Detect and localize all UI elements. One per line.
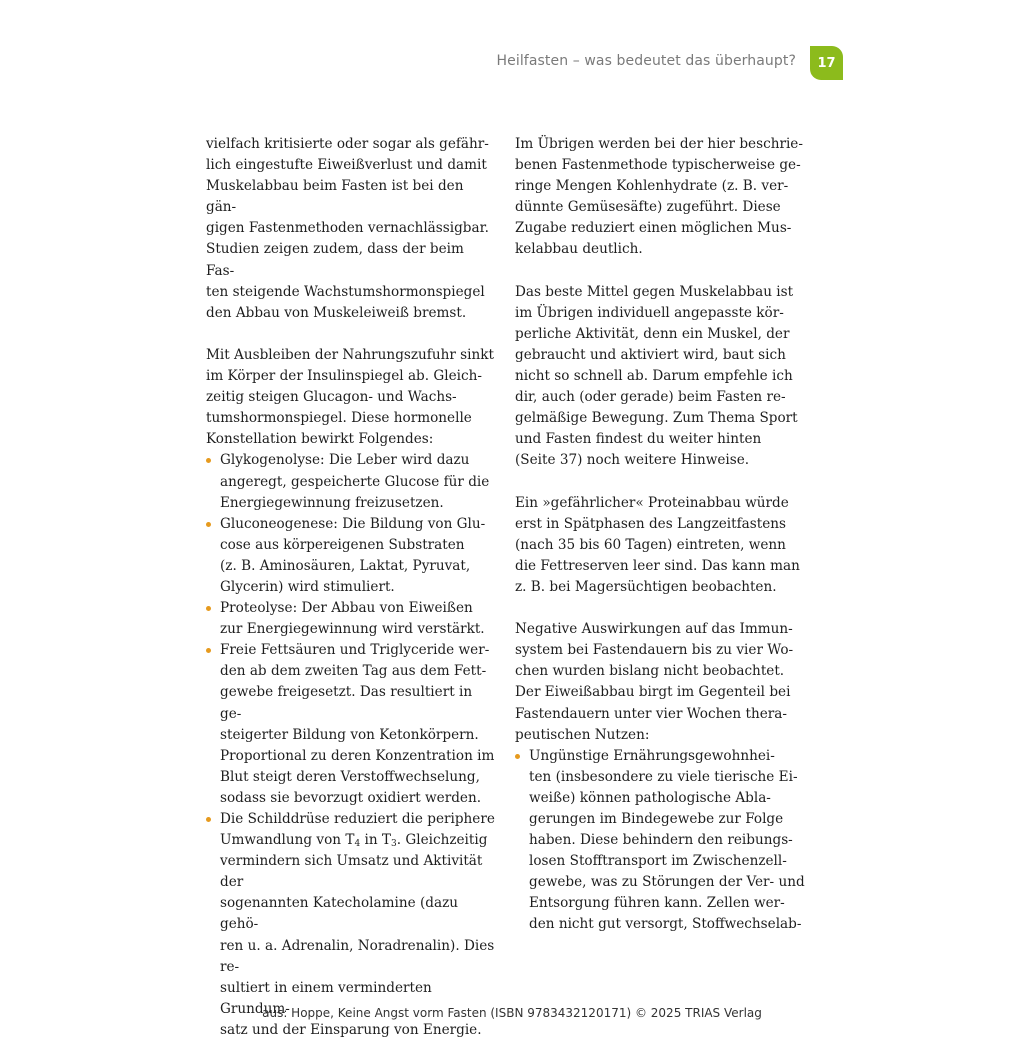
list-item (206, 598, 496, 640)
list-item-text: Ungünstige Ernährungsgewohnhei- ten (insbesondere zu viele tierische Ei- weiße) können pathologische Abla- gerungen im Bindegewebe zur Folge haben. Diese behindern den reibungs- losen Stofftransport im Zwischenzell- gewebe, was zu Störungen der Ver- und Entsorgung führen kann. Zellen wer- den nicht gut versorgt, Stoffwechselab- (529, 747, 805, 933)
list-item (206, 450, 496, 513)
list-item (515, 746, 805, 936)
thyroid-text-after: . Gleichzeitig vermindern sich Umsatz und Aktivität der sogenannten Katecholamine (dazu gehö- ren u. a. Adrenalin, Noradrenalin). Dies re- sultiert in einem verminderten Grundum- satz und der Einsparung von Energie. (220, 832, 495, 1038)
list-item-text: Proteolyse: Der Abbau von Eiweißen zur Energiegewinnung wird verstärkt. (220, 600, 485, 638)
list-item (206, 514, 496, 598)
list-item-text: Freie Fettsäuren und Triglyceride wer- den ab dem zweiten Tag aus dem Fett- gewebe freigesetzt. Das resultiert in ge- steigerter Bildung von Ketonkörpern. Proportional zu deren Konzentration im Blut steigt deren Verstoffwechselung, sodass sie bevorzugt oxidiert werden. (220, 642, 495, 806)
paragraph: Negative Auswirkungen auf das Immun- system bei Fastendauern bis zu vier Wo- chen wurden bislang nicht beobachtet. Der Eiweißabbau birgt im Gegenteil bei Fastendauern unter vier Wochen thera- peutischen Nutzen: (515, 621, 794, 743)
bullet-dot-icon (206, 817, 211, 822)
list-item-text: Gluconeogenese: Die Bildung von Glu- cose aus körpereigenen Substraten (z. B. Aminosäuren, Laktat, Pyruvat, Glycerin) wird stimuliert. (220, 515, 486, 595)
bullet-list (206, 450, 496, 1041)
thyroid-text-before: Die Schilddrüse reduziert die periphere Umwandlung von T (220, 811, 495, 849)
bullet-dot-icon (206, 458, 211, 463)
bullet-list (515, 746, 805, 936)
bullet-dot-icon (515, 754, 520, 759)
right-text-column (515, 134, 805, 936)
paragraph: vielfach kritisierte oder sogar als gefähr- lich eingestufte Eiweißverlust und damit Muskelabbau beim Fasten ist bei den gän- gigen Fastenmethoden vernachlässigbar. Studien zeigen zudem, dass der beim Fas- ten steigende Wachstumshormonspiegel den Abbau von Muskeleiweiß bremst. (206, 136, 489, 321)
page-number-badge: 17 (810, 46, 843, 80)
left-text-column (206, 134, 496, 1041)
bullet-dot-icon (206, 606, 211, 611)
subscript-four: 4 (354, 839, 361, 850)
source-footer: aus: Hoppe, Keine Angst vorm Fasten (ISBN 9783432120171) © 2025 TRIAS Verlag (262, 1006, 762, 1020)
bullet-dot-icon (206, 522, 211, 527)
paragraph: Ein »gefährlicher« Proteinabbau würde erst in Spätphasen des Langzeitfastens (nach 35 bis 60 Tagen) eintreten, wenn die Fettreserven leer sind. Das kann man z. B. bei Magersüchtigen beobachten. (515, 494, 800, 595)
subscript-three: 3 (390, 839, 397, 850)
list-item-text: Glykogenolyse: Die Leber wird dazu angeregt, gespeicherte Glucose für die Energiegewinnung freizusetzen. (220, 452, 490, 511)
paragraph: Mit Ausbleiben der Nahrungszufuhr sinkt im Körper der Insulinspiegel ab. Gleich- zeitig steigen Glucagon- und Wachs- tumshormonspiegel. Diese hormonelle Konstellation bewirkt Folgendes: (206, 346, 494, 448)
running-header-title: Heilfasten – was bedeutet das überhaupt? (496, 53, 796, 69)
thyroid-text-mid: in T (360, 832, 391, 849)
list-item-text (220, 811, 495, 1038)
bullet-dot-icon (206, 648, 211, 653)
paragraph: Im Übrigen werden bei der hier beschrie- benen Fastenmethode typischerweise ge- ringe Mengen Kohlenhydrate (z. B. ver- dünnte Gemüsesäfte) zugeführt. Diese Zugabe reduziert einen möglichen Mus- kelabbau deutlich. (515, 136, 803, 258)
paragraph: Das beste Mittel gegen Muskelabbau ist im Übrigen individuell angepasste kör- perliche Aktivität, denn ein Muskel, der gebraucht und aktiviert wird, baut sich nicht so schnell ab. Darum empfehle ich dir, auch (oder gerade) beim Fasten re- gelmäßige Bewegung. Zum Thema Sport und Fasten findest du weiter hinten (Seite 37) noch weitere Hinweise. (515, 283, 798, 469)
list-item (206, 640, 496, 809)
